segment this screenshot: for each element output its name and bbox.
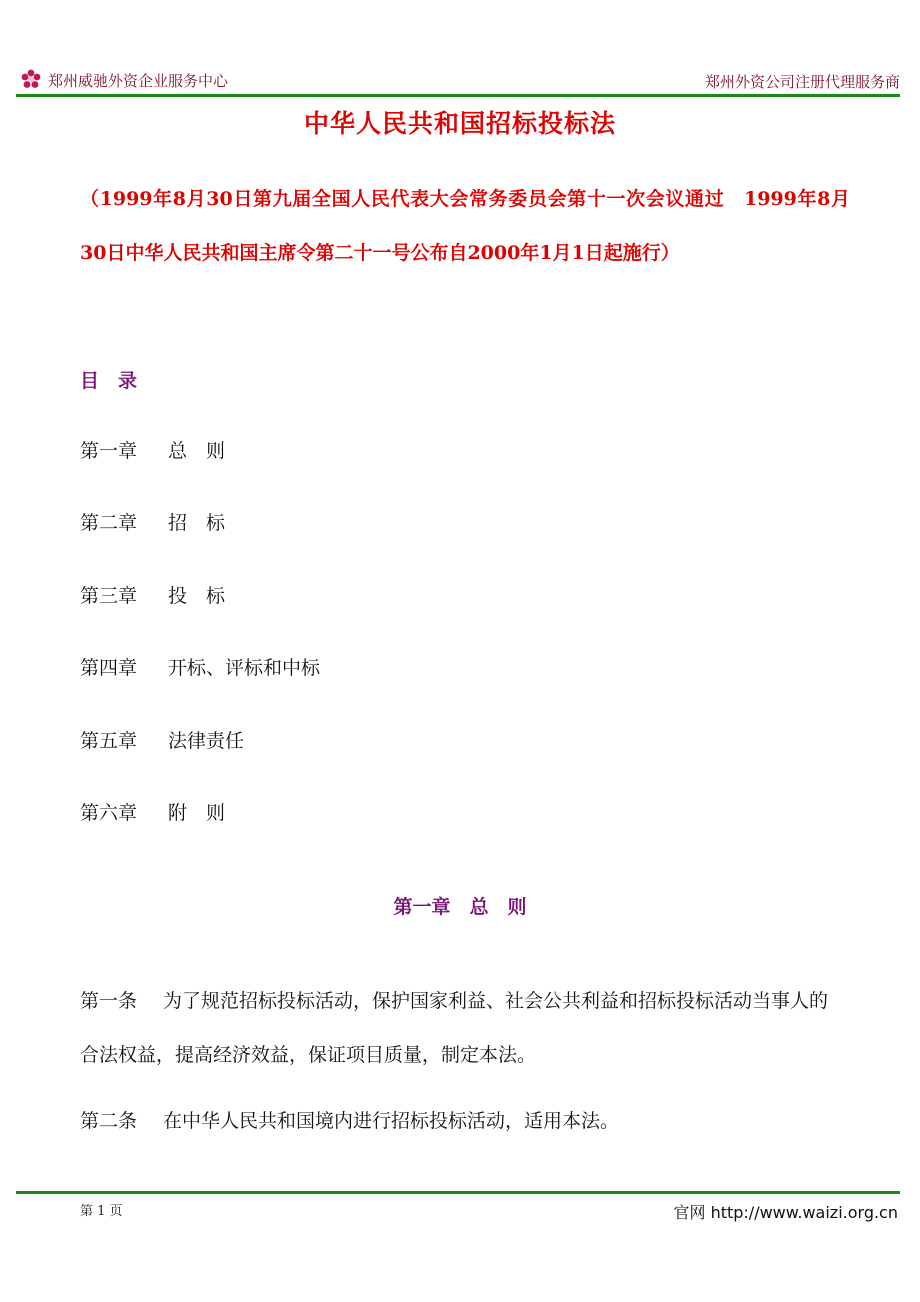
header-tagline: 郑州外资公司注册代理服务商: [704, 73, 900, 91]
toc-chapter-name: 开标、评标和中标: [168, 657, 321, 680]
toc-chapter-number: 第四章: [80, 657, 138, 680]
toc-item: [80, 436, 320, 508]
article-paragraph: [80, 974, 840, 1082]
toc-item: [80, 798, 320, 870]
header-left: [20, 69, 228, 91]
footer-website: 官网 http://www.waizi.org.cn: [673, 1203, 898, 1222]
toc-chapter-name: 法律责任: [168, 729, 245, 752]
header-divider: [16, 94, 900, 97]
toc-item: [80, 508, 320, 580]
toc-chapter-name: 招 标: [168, 512, 226, 535]
toc-chapter-name: 总 则: [168, 440, 226, 462]
toc-heading: 目 录: [80, 370, 138, 392]
toc-chapter-number: 第六章: [80, 801, 138, 824]
toc-chapter-name: 投 标: [168, 584, 226, 607]
toc-chapter-number: 第二章: [80, 512, 138, 535]
toc-item: [80, 653, 320, 725]
toc-list: [80, 436, 320, 870]
footer-divider: [16, 1191, 900, 1194]
toc-item: [80, 581, 320, 653]
chapter-heading: 第一章 总 则: [393, 896, 527, 918]
document-subtitle: （1999年8月30日第九届全国人民代表大会常务委员会第十一次会议通过 1999年8月30日中华人民共和国主席令第二十一号公布自2000年1月1日起施行）: [80, 188, 850, 264]
article-paragraph: [80, 1094, 840, 1148]
header-org-name: 郑州威驰外资企业服务中心: [48, 71, 229, 90]
toc-chapter-number: 第五章: [80, 729, 138, 752]
page-number: 第 1 页: [80, 1204, 123, 1219]
article-text: 在中华人民共和国境内进行招标投标活动，适用本法。: [163, 1110, 620, 1132]
flower-logo-icon: [20, 69, 42, 91]
toc-chapter-number: 第一章: [80, 440, 138, 462]
page-header: [16, 66, 900, 94]
article-number: 第一条: [80, 990, 138, 1012]
toc-item: [80, 726, 320, 798]
document-title: 中华人民共和国招标投标法: [303, 109, 616, 138]
article-text: 为了规范招标投标活动，保护国家利益、社会公共利益和招标投标活动当事人的合法权益，提高经济效益，保证项目质量，制定本法。: [80, 990, 829, 1066]
toc-chapter-number: 第三章: [80, 584, 138, 607]
article-number: 第二条: [80, 1110, 138, 1132]
toc-chapter-name: 附 则: [168, 801, 226, 824]
